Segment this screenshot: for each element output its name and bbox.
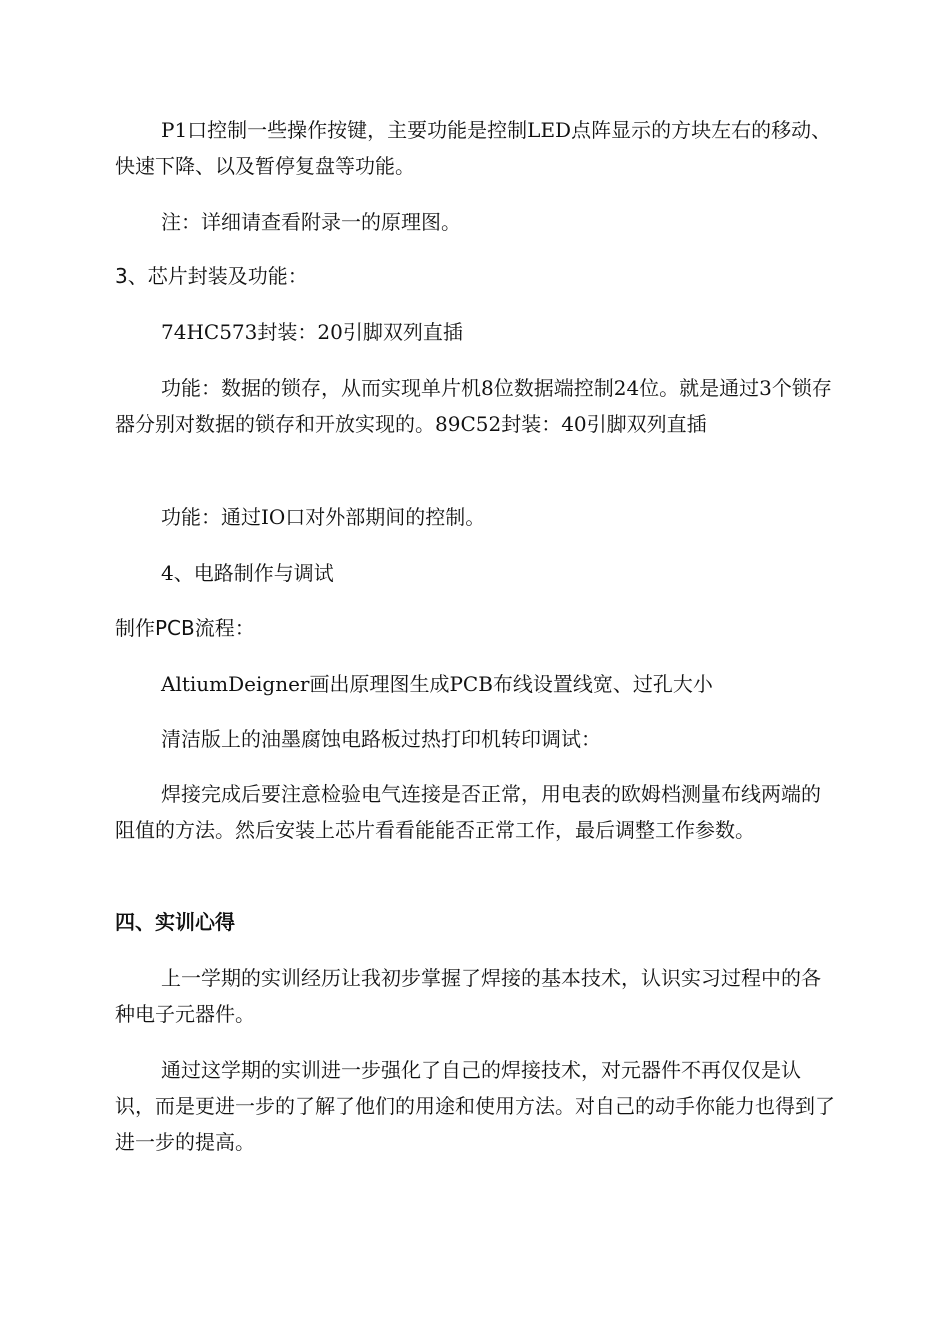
paragraph-p1-keys: P1口控制一些操作按键，主要功能是控制LED点阵显示的方块左右的移动、快速下降、以及暂停复盘等功能。 [115, 118, 832, 178]
section-heading-experience: 四、实训心得 [115, 910, 235, 934]
paragraph-last-semester: 上一学期的实训经历让我初步掌握了焊接的基本技术，认识实习过程中的各种电子元器件。 [115, 966, 821, 1026]
paragraph-io-function: 功能：通过IO口对外部期间的控制。 [161, 505, 486, 529]
paragraph-pcb-process: 制作PCB流程： [115, 616, 255, 640]
section-heading-circuit: 4、电路制作与调试 [161, 561, 334, 585]
section-heading-chip-package: 3、芯片封装及功能： [115, 264, 308, 288]
paragraph-this-semester: 通过这学期的实训进一步强化了自己的焊接技术，对元器件不再仅仅是认识，而是更进一步的了解了他们的用途和使用方法。对自己的动手你能力也得到了进一步的提高。 [115, 1058, 835, 1154]
paragraph-cleaning: 清洁版上的油墨腐蚀电路板过热打印机转印调试： [161, 727, 601, 751]
paragraph-latch-function: 功能：数据的锁存，从而实现单片机8位数据端控制24位。就是通过3个锁存器分别对数据的锁存和开放实现的。89C52封装：40引脚双列直插 [115, 376, 832, 436]
paragraph-altium: AltiumDeigner画出原理图生成PCB布线设置线宽、过孔大小 [161, 672, 713, 696]
paragraph-74hc573: 74HC573封装：20引脚双列直插 [161, 320, 463, 344]
paragraph-soldering: 焊接完成后要注意检验电气连接是否正常，用电表的欧姆档测量布线两端的阻值的方法。然后安装上芯片看看能能否正常工作，最后调整工作参数。 [115, 782, 821, 842]
paragraph-note: 注：详细请查看附录一的原理图。 [161, 210, 461, 234]
